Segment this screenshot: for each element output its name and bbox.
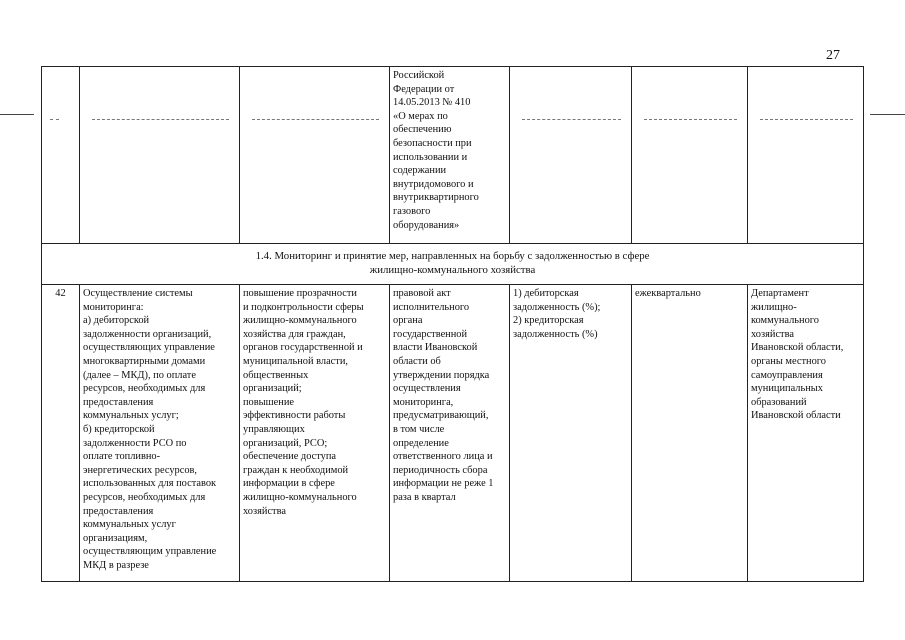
responsible-cell: Департамент жилищно- коммунального хозяйства Ивановской области, органы местного самоуправления муниципальных образований Ивановской области (748, 285, 864, 582)
table-row (42, 285, 864, 582)
right-margin-mark (870, 114, 905, 115)
cell-activity (80, 67, 240, 244)
cell-indicator (510, 67, 632, 244)
cell-number (42, 67, 80, 244)
frequency-cell: ежеквартально (632, 285, 748, 582)
activity-cell: Осуществление системы мониторинга: а) дебиторской задолженности организаций, осуществляющих управление многоквартирными домами (далее – МКД), по оплате ресурсов, необходимых для предоставления коммунальных услуг; б) кредиторской задолженности РСО по оплате топливно- энергетических ресурсов, использованных для поставок ресурсов, необходимых для предоставления коммунальных услуг организациям, осуществляющим управление МКД в разрезе (80, 285, 240, 582)
measures-table (41, 66, 864, 582)
cell-frequency (632, 67, 748, 244)
row-number: 42 (42, 285, 80, 582)
legal-act-text: Российской Федерации от 14.05.2013 № 410 «О мерах по обеспечению безопасности при использовании и содержании внутридомового и внутриквартирного газового оборудования» (393, 70, 479, 231)
continuation-row (42, 67, 864, 244)
cell-goal (240, 67, 390, 244)
cell-legal-act (390, 67, 510, 244)
cell-responsible (748, 67, 864, 244)
goal-cell: повышение прозрачности и подконтрольности сферы жилищно-коммунального хозяйства для граждан, органов государственной и муниципальной власти, общественных организаций; повышение эффективности работы управляющих организаций, РСО; обеспечение доступа граждан к необходимой информации в сфере жилищно-коммунального хозяйства (240, 285, 390, 582)
left-margin-mark (0, 114, 34, 115)
document-sheet (41, 66, 863, 579)
section-header: 1.4. Мониторинг и принятие мер, направленных на борьбу с задолженностью в сфере жилищно-коммунального хозяйства (42, 244, 864, 285)
page-number: 27 (826, 48, 840, 63)
document-cell: правовой акт исполнительного органа государственной власти Ивановской области об утверждении порядка осуществления мониторинга, предусматривающий, в том числе определение ответственного лица и периодичность сбора информации не реже 1 раза в квартал (390, 285, 510, 582)
indicator-cell: 1) дебиторская задолженность (%); 2) кредиторская задолженность (%) (510, 285, 632, 582)
section-header-row (42, 244, 864, 285)
